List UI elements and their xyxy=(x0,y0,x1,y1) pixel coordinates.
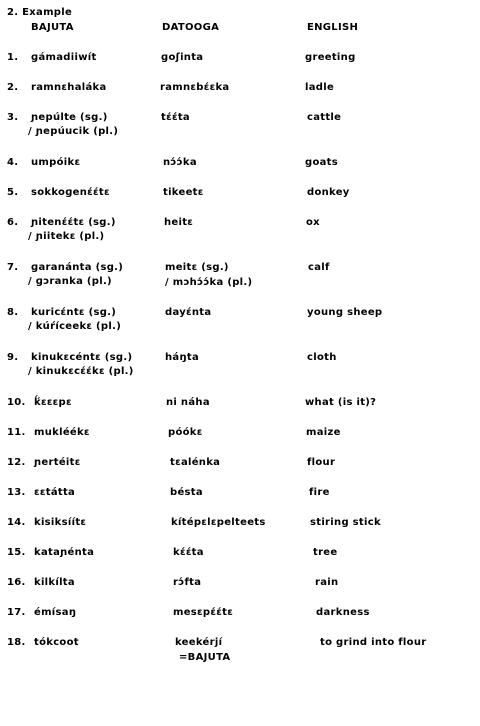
datooga-extra: =BAJUTA xyxy=(179,652,231,663)
row-number: 14. xyxy=(7,517,26,528)
datooga-word: kítépɛlɛpelteets xyxy=(171,517,266,528)
row-number: 6. xyxy=(7,217,19,228)
english-gloss: calf xyxy=(308,262,330,273)
bajuta-word: ramnɛhaláka xyxy=(31,82,107,93)
english-gloss: young sheep xyxy=(307,307,383,318)
english-gloss: to grind into flour xyxy=(320,637,427,648)
english-gloss: maize xyxy=(306,427,341,438)
datooga-word: mesɛpɛ́ɛ́tɛ xyxy=(173,607,234,618)
english-gloss: donkey xyxy=(307,187,350,198)
bajuta-word: ɡaranánta (sg.) xyxy=(31,262,124,273)
section-title: 2. Example xyxy=(7,7,73,18)
row-number: 8. xyxy=(7,307,19,318)
header-english: ENGLISH xyxy=(307,22,359,33)
datooga-extra: / mɔhɔ́ɔ́ka (pl.) xyxy=(165,277,253,288)
english-gloss: greeting xyxy=(305,52,356,63)
row-number: 12. xyxy=(7,457,26,468)
header-bajuta: BAJUTA xyxy=(31,22,74,33)
datooga-word: kɛ́ɛ́ta xyxy=(173,547,204,558)
row-number: 18. xyxy=(7,637,26,648)
english-gloss: what (is it)? xyxy=(305,397,377,408)
row-number: 13. xyxy=(7,487,26,498)
english-gloss: goats xyxy=(305,157,339,168)
datooga-word: póókɛ xyxy=(168,427,203,438)
datooga-word: háŋta xyxy=(165,352,200,363)
bajuta-word: kuricɛ́ntɛ (sg.) xyxy=(31,307,117,318)
bajuta-word: kataɲénta xyxy=(34,547,95,558)
datooga-word: heitɛ xyxy=(164,217,194,228)
english-gloss: ladle xyxy=(305,82,335,93)
row-number: 16. xyxy=(7,577,26,588)
bajuta-plural: / kúŕíceekɛ (pl.) xyxy=(28,321,122,332)
datooga-word: tɛ́ɛ́ta xyxy=(161,112,190,123)
bajuta-word: ɡámadiiwít xyxy=(31,52,97,63)
bajuta-plural: / ɲiitekɛ (pl.) xyxy=(28,231,105,242)
english-gloss: flour xyxy=(307,457,336,468)
bajuta-word: kisiksíítɛ xyxy=(34,517,87,528)
datooga-word: ramnɛbɛ́ɛka xyxy=(160,82,230,93)
english-gloss: rain xyxy=(315,577,339,588)
datooga-word: dayɛ́nta xyxy=(165,307,212,318)
datooga-word: tikeetɛ xyxy=(163,187,204,198)
row-number: 2. xyxy=(7,82,19,93)
row-number: 5. xyxy=(7,187,19,198)
datooga-word: tɛalénka xyxy=(170,457,221,468)
bajuta-word: kinukɛcéntɛ (sg.) xyxy=(31,352,133,363)
datooga-word: bésta xyxy=(170,487,203,498)
bajuta-plural: / kinukɛcɛ́ɛ́kɛ (pl.) xyxy=(28,366,134,377)
english-gloss: darkness xyxy=(316,607,370,618)
bajuta-word: ɲepúlte (sg.) xyxy=(31,112,108,123)
row-number: 10. xyxy=(7,397,26,408)
row-number: 1. xyxy=(7,52,19,63)
datooga-word: keekérjí xyxy=(175,637,223,648)
bajuta-plural: / ɲepúucik (pl.) xyxy=(28,126,119,137)
row-number: 11. xyxy=(7,427,26,438)
row-number: 17. xyxy=(7,607,26,618)
bajuta-word: ɛɛtátta xyxy=(34,487,76,498)
row-number: 3. xyxy=(7,112,19,123)
bajuta-word: ɲertéitɛ xyxy=(34,457,81,468)
header-datooga: DATOOGA xyxy=(162,22,220,33)
datooga-word: meitɛ (sg.) xyxy=(165,262,229,273)
row-number: 7. xyxy=(7,262,19,273)
english-gloss: cattle xyxy=(307,112,342,123)
datooga-word: ɡoʃinta xyxy=(161,52,204,63)
bajuta-word: kilkílta xyxy=(34,577,75,588)
bajuta-word: umpóikɛ xyxy=(31,157,81,168)
datooga-word: nɔ́ɔ́ka xyxy=(163,157,197,168)
datooga-word: rɔ́fta xyxy=(173,577,202,588)
row-number: 9. xyxy=(7,352,19,363)
english-gloss: stiring stick xyxy=(310,517,381,528)
english-gloss: tree xyxy=(313,547,338,558)
bajuta-word: mukléékɛ xyxy=(34,427,90,438)
bajuta-word: ḱ́ɛɛɛpɛ xyxy=(34,397,72,408)
bajuta-word: sokkoɡenɛ́ɛ́tɛ xyxy=(31,187,110,198)
datooga-word: ni náha xyxy=(166,397,210,408)
bajuta-word: émísaŋ xyxy=(34,607,77,618)
row-number: 15. xyxy=(7,547,26,558)
row-number: 4. xyxy=(7,157,19,168)
english-gloss: cloth xyxy=(307,352,337,363)
english-gloss: fire xyxy=(309,487,330,498)
bajuta-word: tókcoot xyxy=(34,637,79,648)
english-gloss: ox xyxy=(306,217,320,228)
bajuta-plural: / ɡɔranka (pl.) xyxy=(28,276,112,287)
bajuta-word: ɲitenɛ́ɛ́tɛ (sg.) xyxy=(31,217,116,228)
